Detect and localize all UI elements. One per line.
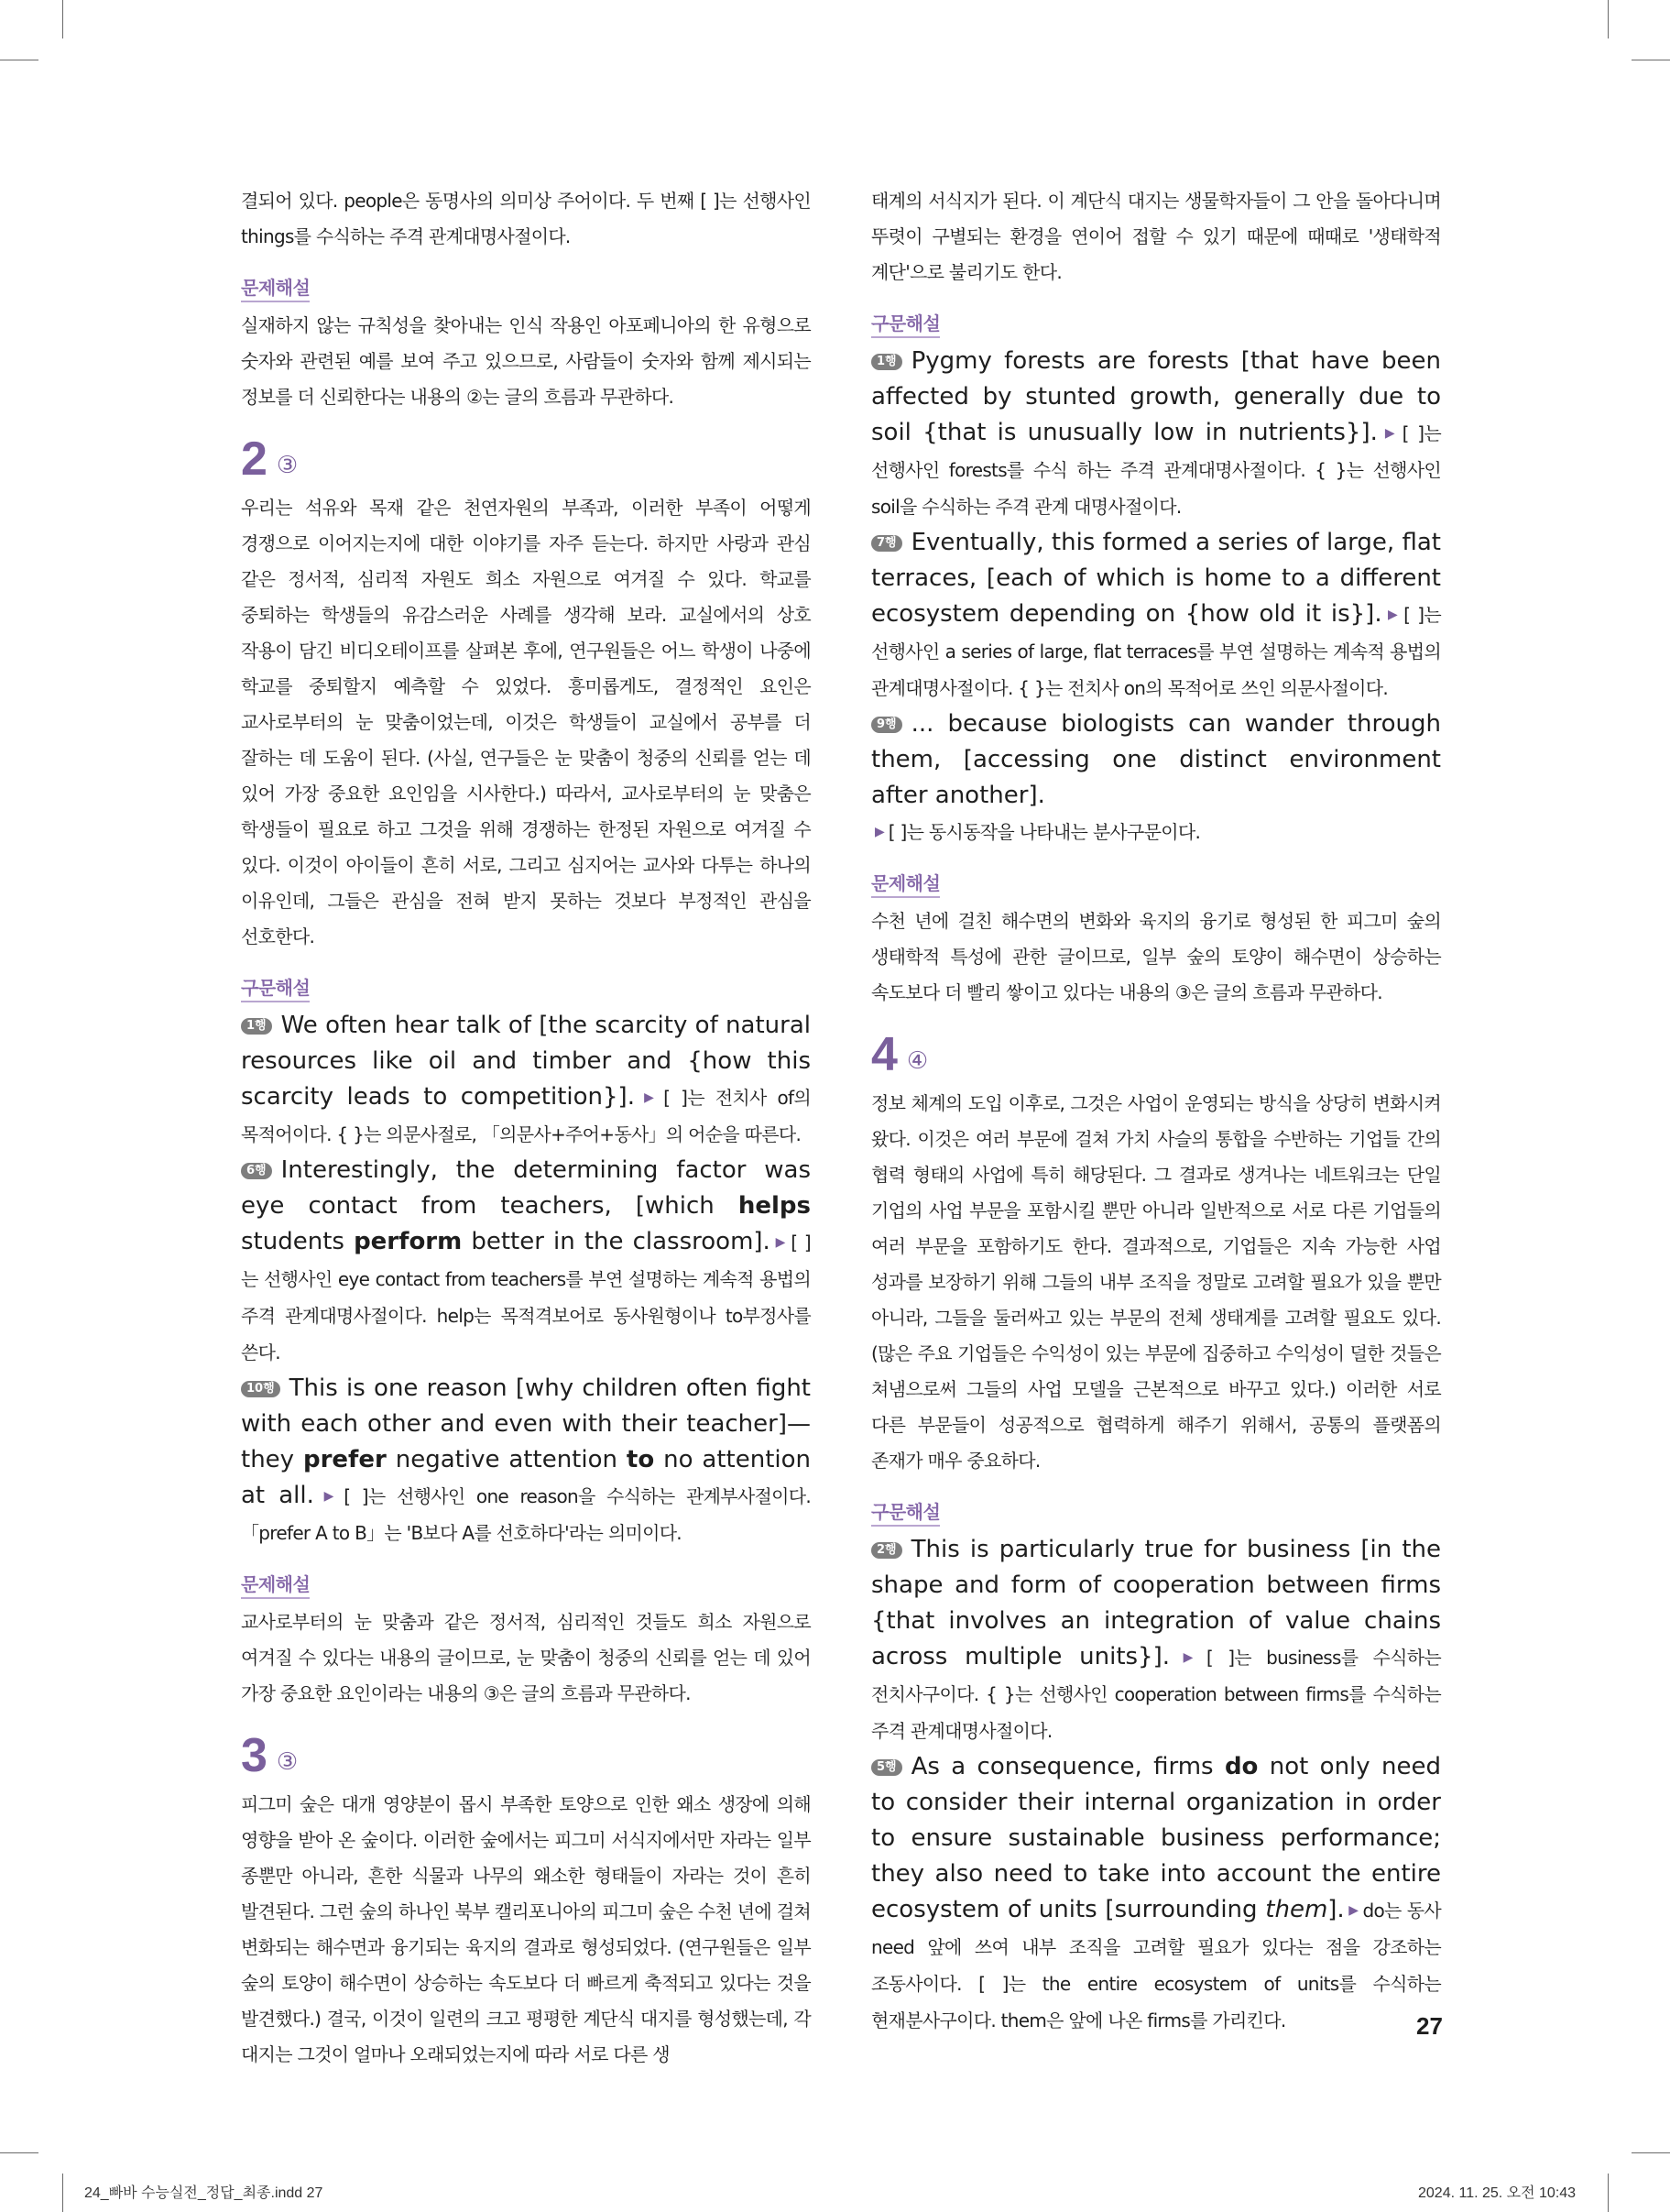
line-badge: 7행 xyxy=(871,535,902,552)
syntax-note: [ ]는 전치사 of의 목적어이다. { }는 의문사절로, 「의문사+주어+동사」의 어순을 따른다. xyxy=(241,1087,811,1145)
line-badge: 2행 xyxy=(871,1542,902,1559)
triangle-arrow-icon: ▶ xyxy=(1385,608,1401,622)
line-badge: 1행 xyxy=(241,1018,272,1035)
syntax-note: [ ]는 선행사인 eye contact from teachers를 부연 설명하는 계속적 용법의 주격 관계대명사절이다. help는 목적격보어로 동사원형이나 to부정사를 쓴다. xyxy=(241,1232,812,1363)
triangle-arrow-icon: ▶ xyxy=(1173,1650,1203,1665)
syntax-explanation-label: 구문해설 xyxy=(241,975,310,1002)
syntax-sentence: Eventually, this formed a series of large, flat terraces, [each of which is home to a different ecosystem depending on {how old it is}]. xyxy=(871,529,1441,628)
syntax-note: [ ]는 선행사인 a series of large, flat terraces를 부연 설명하는 계속적 용법의 관계대명사절이다. { }는 전치사 on의 목적어로 쓰인 의문사절이다. xyxy=(871,604,1441,699)
question-number: 3 xyxy=(241,1729,267,1782)
crop-mark xyxy=(62,2174,63,2212)
syntax-explanation-label: 구문해설 xyxy=(871,1499,940,1527)
syntax-sentence: ... because biologists can wander through them, [accessing one distinct environment after another]. xyxy=(871,710,1441,809)
syntax-item xyxy=(241,1371,811,1551)
line-badge: 5행 xyxy=(871,1759,902,1776)
syntax-note: [ ]는 business를 수식하는 전치사구이다. { }는 선행사인 cooperation between firms를 수식하는 주격 관계대명사절이다. xyxy=(871,1647,1441,1742)
translation-paragraph: 우리는 석유와 목재 같은 천연자원의 부족과, 이러한 부족이 어떻게 경쟁으로 이어지는지에 대한 이야기를 자주 듣는다. 하지만 사랑과 관심 같은 정서적, 심리적 자원도 희소 자원으로 여겨질 수 있다. 학교를 중퇴하는 학생들의 유감스러운 사례를 생각해 보라. 교실에서의 상호 작용이 담긴 비디오테이프를 살펴본 후에, 연구원들은 어느 학생이 나중에 학교를 중퇴할지 예측할 수 있었다. 흥미롭게도, 결정적인 요인은 교사로부터의 눈 맞춤이었는데, 이것은 학생들이 교실에서 공부를 더 잘하는 데 도움이 된다. (사실, 연구들은 눈 맞춤이 청중의 신뢰를 얻는 데 있어 가장 중요한 요인임을 시사한다.) 따라서, 교사로부터의 눈 맞춤은 학생들이 필요로 하고 그것을 위해 경쟁하는 한정된 자원으로 여겨질 수 있다. 이것이 아이들이 흔히 서로, 그리고 심지어는 교사와 다투는 하나의 이유인데, 그들은 관심을 전혀 받지 못하는 것보다 부정적인 관심을 선호한다. xyxy=(241,497,811,947)
syntax-sentence: This is one reason [why children often fight with each other and even with their teacher]—they prefer negative attention to no attention at all. xyxy=(241,1374,812,1509)
syntax-explanation-label: 구문해설 xyxy=(871,311,940,338)
question-heading xyxy=(241,1729,811,1782)
left-column xyxy=(241,183,811,2073)
question-number: 4 xyxy=(871,1028,898,1081)
triangle-arrow-icon: ▶ xyxy=(638,1090,660,1105)
triangle-arrow-icon: ▶ xyxy=(1348,1903,1359,1918)
triangle-arrow-icon: ▶ xyxy=(1381,426,1399,441)
crop-mark xyxy=(1608,0,1609,38)
syntax-note: [ ]는 동시동작을 나타내는 분사구문이다. xyxy=(888,821,1201,843)
triangle-arrow-icon: ▶ xyxy=(773,1235,788,1250)
answer-mark: ④ xyxy=(906,1047,929,1075)
syntax-sentence: Pygmy forests are forests [that have been affected by stunted growth, generally due to soil {that is unusually low in nutrients}]. xyxy=(871,347,1441,446)
problem-explanation-label: 문제해설 xyxy=(871,871,940,898)
syntax-item xyxy=(871,1532,1441,1749)
syntax-sentence: As a consequence, firms do not only need to consider their internal organization in order to ensure sustainable business performance; they also need to take into account the entire ecosystem of units [surrounding them]. xyxy=(871,1753,1441,1923)
footer-timestamp: 2024. 11. 25. 오전 10:43 xyxy=(1418,2185,1577,2201)
syntax-note: [ ]는 선행사인 forests를 수식 하는 주격 관계대명사절이다. { }는 선행사인 soil을 수식하는 주격 관계 대명사절이다. xyxy=(871,422,1441,518)
line-badge: 9행 xyxy=(871,717,902,733)
intro-paragraph: 결되어 있다. people은 동명사의 의미상 주어이다. 두 번째 [ ]는 선행사인 things를 수식하는 주격 관계대명사절이다. xyxy=(241,190,811,247)
syntax-item xyxy=(871,1749,1441,2039)
syntax-note: do는 동사 need 앞에 쓰여 내부 조직을 고려할 필요가 있다는 점을 강조하는 조동사이다. [ ]는 the entire ecosystem of units를 수식하는 현재분사구이다. them은 앞에 나온 firms를 가리킨다. xyxy=(871,1900,1441,2031)
line-badge: 10행 xyxy=(241,1381,280,1397)
syntax-item xyxy=(871,706,1441,850)
translation-paragraph: 정보 체계의 도입 이후로, 그것은 사업이 운영되는 방식을 상당히 변화시켜 왔다. 이것은 여러 부문에 걸쳐 가치 사슬의 통합을 수반하는 기업들 간의 협력 형태의 사업에 특히 해당된다. 그 결과로 생겨나는 네트워크는 단일 기업의 사업 부문을 포함시킬 뿐만 아니라 일반적으로 서로 다른 기업들의 여러 부문을 포함하기도 한다. 결과적으로, 기업들은 지속 가능한 사업 성과를 보장하기 위해 그들의 내부 조직을 정말로 고려할 필요가 있을 뿐만 아니라, 그들을 둘러싸고 있는 부문의 전체 생태계를 고려할 필요도 있다. (많은 주요 기업들은 수익성이 있는 부문에 집중하고 수익성이 덜한 것들은 쳐냄으로써 그들의 사업 모델을 근본적으로 바꾸고 있다.) 이러한 서로 다른 부문들이 성공적으로 협력하게 해주기 위해서, 공통의 플랫폼의 존재가 매우 중요하다. xyxy=(871,1092,1441,1472)
line-badge: 1행 xyxy=(871,354,902,370)
crop-mark xyxy=(1608,2174,1609,2212)
translation-continued: 태계의 서식지가 된다. 이 계단식 대지는 생물학자들이 그 안을 돌아다니며 뚜렷이 구별되는 환경을 연이어 접할 수 있기 때문에 때때로 '생태학적 계단'으로 불리기도 한다. xyxy=(871,190,1441,283)
problem-explanation-text: 교사로부터의 눈 맞춤과 같은 정서적, 심리적인 것들도 희소 자원으로 여겨질 수 있다는 내용의 글이므로, 눈 맞춤이 청중의 신뢰를 얻는 데 있어 가장 중요한 요인이라는 내용의 ③은 글의 흐름과 무관하다. xyxy=(241,1611,811,1704)
syntax-item xyxy=(871,344,1441,525)
question-number: 2 xyxy=(241,433,267,486)
syntax-sentence: Interestingly, the determining factor was eye contact from teachers, [which helps students perform better in the classroom]. xyxy=(241,1156,811,1255)
problem-explanation-label: 문제해설 xyxy=(241,1571,310,1599)
problem-explanation-label: 문제해설 xyxy=(241,275,310,302)
page-number: 27 xyxy=(1416,2012,1443,2040)
footer-filename: 24_빠바 수능실전_정답_최종.indd 27 xyxy=(84,2185,323,2201)
syntax-item xyxy=(871,525,1441,706)
question-heading xyxy=(871,1028,1441,1081)
problem-explanation-text: 수천 년에 걸친 해수면의 변화와 육지의 융기로 형성된 한 피그미 숲의 생태학적 특성에 관한 글이므로, 일부 숲의 토양이 해수면이 상승하는 속도보다 더 빨리 쌓이고 있다는 내용의 ③은 글의 흐름과 무관하다. xyxy=(871,910,1441,1003)
translation-paragraph: 피그미 숲은 대개 영양분이 몹시 부족한 토양으로 인한 왜소 생장에 의해 영향을 받아 온 숲이다. 이러한 숲에서는 피그미 서식지에서만 자라는 일부 종뿐만 아니라, 흔한 식물과 나무의 왜소한 형태들이 자라는 것이 흔히 발견된다. 그런 숲의 하나인 북부 캘리포니아의 피그미 숲은 수천 년에 걸쳐 변화되는 해수면과 융기되는 육지의 결과로 형성되었다. (연구원들은 일부 숲의 토양이 해수면이 상승하는 속도보다 더 빠르게 축적되고 있다는 것을 발견했다.) 결국, 이것이 일련의 크고 평평한 계단식 대지를 형성했는데, 각 대지는 그것이 얼마나 오래되었는지에 따라 서로 다른 생 xyxy=(241,1793,811,2065)
triangle-arrow-icon: ▶ xyxy=(317,1489,341,1504)
problem-explanation-text: 실재하지 않는 규칙성을 찾아내는 인식 작용인 아포페니아의 한 유형으로 숫자와 관련된 예를 보여 주고 있으므로, 사람들이 숫자와 함께 제시되는 정보를 더 신뢰한다는 내용의 ②는 글의 흐름과 무관하다. xyxy=(241,314,811,408)
question-heading xyxy=(241,433,811,486)
answer-mark: ③ xyxy=(276,1748,299,1776)
crop-mark xyxy=(1632,2152,1670,2153)
syntax-item xyxy=(241,1008,811,1153)
right-column xyxy=(871,183,1441,2039)
syntax-sentence: This is particularly true for business [in the shape and form of cooperation between firms {that involves an integration of value chains across multiple units}]. xyxy=(871,1536,1441,1670)
line-badge: 6행 xyxy=(241,1163,272,1179)
syntax-item xyxy=(241,1153,811,1371)
answer-mark: ③ xyxy=(276,452,299,479)
crop-mark xyxy=(0,2152,38,2153)
crop-mark xyxy=(62,0,63,38)
syntax-note: [ ]는 선행사인 one reason을 수식하는 관계부사절이다. 「prefer A to B」는 'B보다 A를 선호하다'라는 의미이다. xyxy=(241,1485,811,1544)
syntax-sentence: We often hear talk of [the scarcity of natural resources like oil and timber and {how this scarcity leads to competition}]. xyxy=(241,1012,811,1111)
triangle-arrow-icon: ▶ xyxy=(875,825,885,839)
